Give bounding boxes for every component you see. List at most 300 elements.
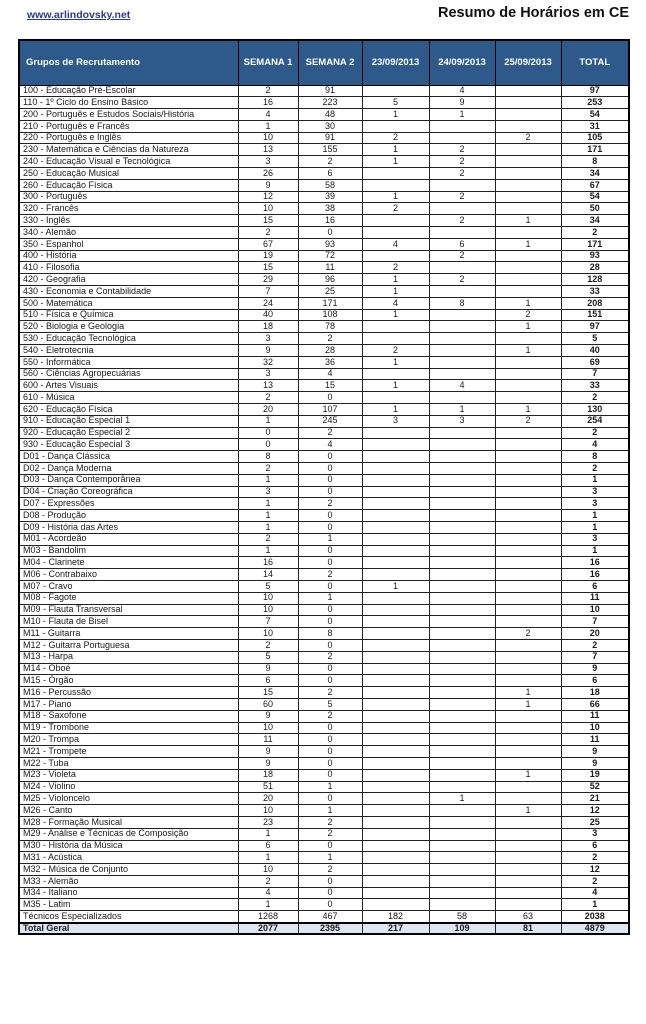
row-value <box>362 545 429 557</box>
row-label: 210 - Português e Francês <box>19 120 238 132</box>
table-row <box>19 557 629 569</box>
row-value <box>362 521 429 533</box>
row-value: 15 <box>238 215 298 227</box>
row-value <box>362 592 429 604</box>
row-label: D01 - Dança Clássica <box>19 451 238 463</box>
row-value: 171 <box>561 238 629 250</box>
row-value: 30 <box>298 120 362 132</box>
row-value <box>495 486 561 498</box>
row-value <box>362 757 429 769</box>
row-value: 39 <box>298 191 362 203</box>
column-header-2: SEMANA 2 <box>298 40 362 85</box>
table-row <box>19 498 629 510</box>
table-row <box>19 321 629 333</box>
row-value: 1 <box>362 109 429 121</box>
row-value <box>429 227 495 239</box>
row-value <box>495 722 561 734</box>
row-value: 1 <box>495 698 561 710</box>
row-value: 108 <box>298 309 362 321</box>
table-row <box>19 191 629 203</box>
table-row <box>19 722 629 734</box>
row-value: 20 <box>238 793 298 805</box>
row-value: 26 <box>238 168 298 180</box>
row-value: 1 <box>362 191 429 203</box>
row-value: 8 <box>238 451 298 463</box>
row-value <box>429 864 495 876</box>
row-value: 6 <box>561 840 629 852</box>
row-value: 1268 <box>238 911 298 923</box>
table-row <box>19 297 629 309</box>
row-label: M11 - Guitarra <box>19 628 238 640</box>
row-value <box>429 333 495 345</box>
row-label: M16 - Percussão <box>19 687 238 699</box>
row-value <box>495 734 561 746</box>
row-value: 28 <box>561 262 629 274</box>
row-value <box>495 463 561 475</box>
table-row <box>19 404 629 416</box>
row-label: M15 - Órgão <box>19 675 238 687</box>
row-value <box>495 227 561 239</box>
row-value <box>429 604 495 616</box>
row-value: 69 <box>561 356 629 368</box>
row-value: 1 <box>238 828 298 840</box>
row-value: 10 <box>238 805 298 817</box>
row-value: 13 <box>238 144 298 156</box>
row-value: 2 <box>238 639 298 651</box>
row-value <box>362 793 429 805</box>
row-value: 128 <box>561 274 629 286</box>
row-value <box>362 899 429 911</box>
row-value <box>429 710 495 722</box>
row-value: 1 <box>495 321 561 333</box>
row-value <box>495 828 561 840</box>
table-row <box>19 168 629 180</box>
site-link[interactable]: www.arlindovsky.net <box>27 9 131 21</box>
row-value <box>362 333 429 345</box>
row-value: 109 <box>429 923 495 935</box>
row-value: 4 <box>238 887 298 899</box>
row-value: 0 <box>298 639 362 651</box>
table-row <box>19 852 629 864</box>
row-value <box>362 628 429 640</box>
row-value: 2 <box>429 144 495 156</box>
row-value <box>495 451 561 463</box>
row-value: 11 <box>298 262 362 274</box>
row-value <box>495 427 561 439</box>
row-value: 1 <box>362 144 429 156</box>
table-row <box>19 710 629 722</box>
table-row <box>19 698 629 710</box>
row-value: 0 <box>238 427 298 439</box>
row-value <box>429 852 495 864</box>
row-value: 2 <box>298 864 362 876</box>
row-value <box>495 380 561 392</box>
row-value <box>429 722 495 734</box>
row-value: 2 <box>429 250 495 262</box>
row-label: M33 - Alemão <box>19 875 238 887</box>
row-value: 52 <box>561 781 629 793</box>
row-value: 9 <box>561 757 629 769</box>
row-value: 72 <box>298 250 362 262</box>
row-value: 2 <box>298 651 362 663</box>
row-value: 91 <box>298 85 362 97</box>
row-value <box>362 805 429 817</box>
row-label: 430 - Economia e Contabilidade <box>19 286 238 298</box>
row-value: 6 <box>238 840 298 852</box>
row-value <box>362 687 429 699</box>
row-value: 1 <box>561 521 629 533</box>
table-row <box>19 734 629 746</box>
row-value: 54 <box>561 109 629 121</box>
row-value <box>362 887 429 899</box>
row-value: 2 <box>362 132 429 144</box>
row-value <box>362 120 429 132</box>
row-value: 2 <box>298 687 362 699</box>
row-value <box>429 486 495 498</box>
row-value <box>495 533 561 545</box>
table-row <box>19 911 629 923</box>
row-value: 58 <box>429 911 495 923</box>
row-value: 0 <box>298 769 362 781</box>
row-value: 1 <box>362 286 429 298</box>
row-value: 245 <box>298 415 362 427</box>
row-value: 3 <box>561 828 629 840</box>
column-header-3: 23/09/2013 <box>362 40 429 85</box>
table-row <box>19 757 629 769</box>
row-value: 10 <box>238 592 298 604</box>
row-value: 4 <box>362 238 429 250</box>
row-value: 15 <box>298 380 362 392</box>
row-value: 1 <box>495 769 561 781</box>
row-value <box>362 710 429 722</box>
row-value: 2 <box>495 415 561 427</box>
row-value <box>362 675 429 687</box>
row-value <box>429 392 495 404</box>
row-label: Técnicos Especializados <box>19 911 238 923</box>
row-value <box>362 451 429 463</box>
row-label: Total Geral <box>19 923 238 935</box>
row-value: 155 <box>298 144 362 156</box>
row-value: 0 <box>298 451 362 463</box>
row-value: 0 <box>298 604 362 616</box>
row-label: 550 - Informática <box>19 356 238 368</box>
row-value <box>495 156 561 168</box>
row-value: 40 <box>238 309 298 321</box>
row-value: 5 <box>362 97 429 109</box>
row-value: 8 <box>429 297 495 309</box>
row-value <box>495 639 561 651</box>
row-value <box>495 168 561 180</box>
row-value: 1 <box>298 592 362 604</box>
column-header-4: 24/09/2013 <box>429 40 495 85</box>
row-label: M17 - Piano <box>19 698 238 710</box>
row-value: 2 <box>362 262 429 274</box>
row-value: 3 <box>238 156 298 168</box>
row-value: 67 <box>561 179 629 191</box>
row-value: 0 <box>298 663 362 675</box>
table-row <box>19 875 629 887</box>
row-value: 18 <box>238 321 298 333</box>
row-value: 16 <box>561 569 629 581</box>
row-label: 510 - Física e Química <box>19 309 238 321</box>
row-label: M35 - Latim <box>19 899 238 911</box>
row-value: 21 <box>561 793 629 805</box>
table-row <box>19 521 629 533</box>
row-value <box>495 191 561 203</box>
row-value: 36 <box>298 356 362 368</box>
row-value <box>362 227 429 239</box>
row-label: 240 - Educação Visual e Tecnológica <box>19 156 238 168</box>
row-label: 100 - Educação Pré-Escolar <box>19 85 238 97</box>
row-value <box>362 427 429 439</box>
row-value: 2 <box>298 828 362 840</box>
row-value <box>495 887 561 899</box>
row-label: 410 - Filosofia <box>19 262 238 274</box>
table-row <box>19 427 629 439</box>
row-label: 560 - Ciências Agropecuárias <box>19 368 238 380</box>
row-value <box>362 746 429 758</box>
row-value: 1 <box>495 238 561 250</box>
table-row <box>19 250 629 262</box>
row-value: 25 <box>298 286 362 298</box>
row-value <box>429 887 495 899</box>
row-value <box>362 569 429 581</box>
table-row <box>19 828 629 840</box>
row-label: 260 - Educação Física <box>19 179 238 191</box>
row-value: 1 <box>561 474 629 486</box>
row-value: 40 <box>561 345 629 357</box>
row-value <box>429 805 495 817</box>
row-value <box>495 85 561 97</box>
row-value: 9 <box>429 97 495 109</box>
row-value: 254 <box>561 415 629 427</box>
row-value: 9 <box>238 179 298 191</box>
row-label: 250 - Educação Musical <box>19 168 238 180</box>
table-row <box>19 144 629 156</box>
row-value: 2 <box>561 639 629 651</box>
row-value: 105 <box>561 132 629 144</box>
table-row <box>19 604 629 616</box>
row-label: M04 - Clarinete <box>19 557 238 569</box>
row-value: 130 <box>561 404 629 416</box>
row-value: 1 <box>429 109 495 121</box>
row-value: 1 <box>495 404 561 416</box>
row-value: 2 <box>429 215 495 227</box>
header-row <box>19 40 629 85</box>
row-value: 10 <box>238 132 298 144</box>
row-value: 1 <box>238 120 298 132</box>
table-row <box>19 805 629 817</box>
row-label: M07 - Cravo <box>19 580 238 592</box>
table-row <box>19 628 629 640</box>
row-value: 32 <box>238 356 298 368</box>
row-label: M31 - Acústica <box>19 852 238 864</box>
table-row <box>19 651 629 663</box>
row-value: 20 <box>561 628 629 640</box>
row-value: 4 <box>362 297 429 309</box>
table-row <box>19 132 629 144</box>
row-value <box>362 604 429 616</box>
row-value: 9 <box>238 663 298 675</box>
row-label: M13 - Harpa <box>19 651 238 663</box>
row-value <box>495 757 561 769</box>
row-value: 0 <box>298 486 362 498</box>
row-value <box>362 368 429 380</box>
row-value: 1 <box>362 356 429 368</box>
row-value <box>495 875 561 887</box>
row-label: M14 - Oboé <box>19 663 238 675</box>
row-value <box>495 262 561 274</box>
row-value <box>495 521 561 533</box>
row-value: 1 <box>238 545 298 557</box>
row-value: 0 <box>298 840 362 852</box>
row-value: 33 <box>561 380 629 392</box>
row-label: D04 - Criação Coreográfica <box>19 486 238 498</box>
row-value: 10 <box>238 864 298 876</box>
row-value <box>362 486 429 498</box>
row-label: 400 - História <box>19 250 238 262</box>
row-value <box>495 97 561 109</box>
row-value: 5 <box>238 580 298 592</box>
row-value <box>362 840 429 852</box>
table-row <box>19 392 629 404</box>
row-value <box>429 533 495 545</box>
row-value: 8 <box>561 451 629 463</box>
row-value: 16 <box>561 557 629 569</box>
row-value <box>429 651 495 663</box>
row-value <box>495 852 561 864</box>
table-row <box>19 415 629 427</box>
table-row <box>19 899 629 911</box>
row-label: M30 - História da Música <box>19 840 238 852</box>
row-value: 2 <box>429 168 495 180</box>
row-value <box>429 120 495 132</box>
table-row <box>19 380 629 392</box>
row-value: 4 <box>238 109 298 121</box>
row-value: 11 <box>561 734 629 746</box>
row-value <box>362 698 429 710</box>
table-row <box>19 451 629 463</box>
row-label: D03 - Dança Contemporânea <box>19 474 238 486</box>
row-value: 1 <box>238 521 298 533</box>
row-value: 10 <box>238 628 298 640</box>
row-value: 4 <box>561 439 629 451</box>
row-label: M24 - Violino <box>19 781 238 793</box>
row-value <box>429 828 495 840</box>
column-header-1: SEMANA 1 <box>238 40 298 85</box>
row-value: 182 <box>362 911 429 923</box>
row-label: M08 - Fagote <box>19 592 238 604</box>
row-value: 60 <box>238 698 298 710</box>
row-value <box>429 816 495 828</box>
row-value <box>495 651 561 663</box>
row-label: M34 - Italiano <box>19 887 238 899</box>
row-label: M23 - Violeta <box>19 769 238 781</box>
row-value: 0 <box>298 734 362 746</box>
row-label: 600 - Artes Visuais <box>19 380 238 392</box>
row-value <box>362 557 429 569</box>
row-value <box>495 356 561 368</box>
row-value: 0 <box>238 439 298 451</box>
row-value <box>495 781 561 793</box>
table-row <box>19 85 629 97</box>
row-value: 1 <box>238 415 298 427</box>
row-value <box>495 120 561 132</box>
row-value: 5 <box>298 698 362 710</box>
row-value: 467 <box>298 911 362 923</box>
table-row <box>19 769 629 781</box>
row-value: 2038 <box>561 911 629 923</box>
row-value <box>362 179 429 191</box>
row-value <box>429 545 495 557</box>
row-label: 330 - Inglês <box>19 215 238 227</box>
row-value: 151 <box>561 309 629 321</box>
row-value: 19 <box>238 250 298 262</box>
row-value: 253 <box>561 97 629 109</box>
row-value: 10 <box>238 203 298 215</box>
row-value <box>495 250 561 262</box>
table-row <box>19 203 629 215</box>
row-value: 1 <box>429 793 495 805</box>
row-value <box>495 746 561 758</box>
row-label: 200 - Português e Estudos Sociais/História <box>19 109 238 121</box>
row-value: 2 <box>561 392 629 404</box>
row-value <box>495 604 561 616</box>
row-label: 320 - Francês <box>19 203 238 215</box>
row-value <box>429 899 495 911</box>
row-value: 0 <box>298 557 362 569</box>
row-label: 930 - Educação Especial 3 <box>19 439 238 451</box>
row-value <box>429 875 495 887</box>
row-value <box>495 179 561 191</box>
table-row <box>19 746 629 758</box>
row-value: 16 <box>238 557 298 569</box>
row-value: 5 <box>238 651 298 663</box>
row-label: 230 - Matemática e Ciências da Natureza <box>19 144 238 156</box>
row-value: 67 <box>238 238 298 250</box>
row-value: 0 <box>298 887 362 899</box>
row-label: M21 - Trompete <box>19 746 238 758</box>
row-value <box>429 592 495 604</box>
row-value: 2 <box>238 463 298 475</box>
row-value: 1 <box>362 580 429 592</box>
row-value <box>495 616 561 628</box>
row-value <box>362 321 429 333</box>
row-value: 34 <box>561 168 629 180</box>
row-value <box>429 262 495 274</box>
row-value: 12 <box>561 805 629 817</box>
row-value: 2 <box>298 333 362 345</box>
row-value: 19 <box>561 769 629 781</box>
row-value <box>429 345 495 357</box>
row-value <box>429 368 495 380</box>
row-value: 3 <box>238 486 298 498</box>
row-value: 4 <box>429 85 495 97</box>
row-label: M29 - Análise e Técnicas de Composição <box>19 828 238 840</box>
row-value: 171 <box>298 297 362 309</box>
row-value <box>429 781 495 793</box>
row-label: M19 - Trombone <box>19 722 238 734</box>
row-value <box>429 698 495 710</box>
row-value: 3 <box>429 415 495 427</box>
row-value: 0 <box>298 510 362 522</box>
row-value <box>429 203 495 215</box>
row-value: 2 <box>495 628 561 640</box>
row-value: 107 <box>298 404 362 416</box>
row-value: 223 <box>298 97 362 109</box>
row-value <box>362 639 429 651</box>
row-value: 4 <box>561 887 629 899</box>
